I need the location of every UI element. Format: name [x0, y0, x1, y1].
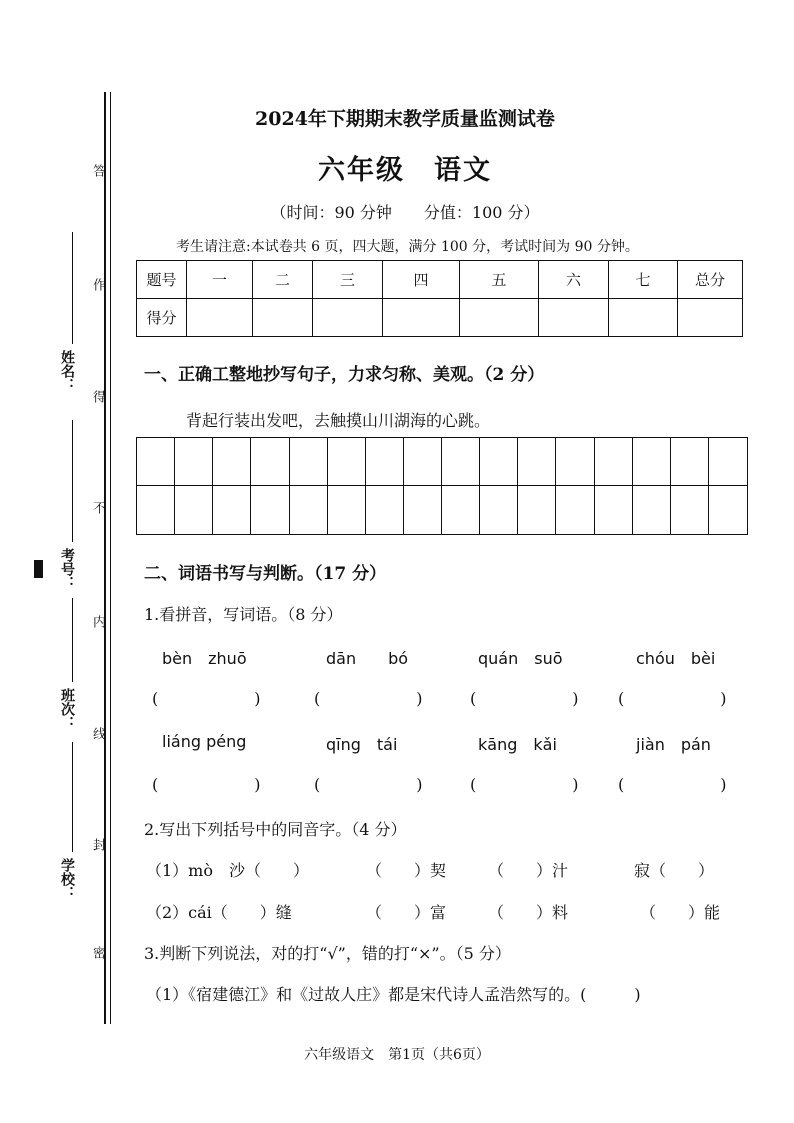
pinyin-item: bèn zhuō [162, 649, 247, 668]
homophone-item[interactable]: （ ）契 [366, 861, 447, 880]
answer-bracket[interactable]: ( ) [618, 689, 727, 708]
section1-sentence: 背起行装出发吧，去触摸山川湖海的心跳。 [186, 411, 491, 430]
name-field-label: 姓名： [59, 350, 75, 392]
score-table-header: 题号 [137, 261, 187, 299]
writing-grid-cell[interactable] [251, 486, 289, 534]
score-cell[interactable] [609, 299, 678, 337]
exam-title: 2024年下期期末教学质量监测试卷 [255, 108, 555, 130]
score-table-header: 一 [187, 261, 253, 299]
writing-grid-cell[interactable] [328, 438, 366, 486]
writing-grid-cell[interactable] [251, 438, 289, 486]
score-table-header: 七 [609, 261, 678, 299]
score-cell[interactable] [187, 299, 253, 337]
name-field-line[interactable] [72, 232, 73, 344]
exam-notice: 考生请注意:本试卷共 6 页，四大题，满分 100 分，考试时间为 90 分钟。 [176, 239, 639, 255]
writing-grid-cell[interactable] [175, 486, 213, 534]
pinyin-item: kāng kǎi [478, 735, 557, 754]
binding-line-outer [104, 92, 106, 1024]
time-and-score-line: （时间：90 分钟 分值：100 分） [270, 203, 540, 222]
seal-char: 不 [90, 501, 105, 514]
seal-char: 作 [90, 278, 105, 291]
writing-grid-cell[interactable] [213, 486, 251, 534]
pinyin-item: dān bó [326, 649, 409, 668]
score-table-header: 四 [383, 261, 460, 299]
exam-number-field-label: 考号： [59, 548, 75, 590]
judgment-item[interactable]: （1）《宿建德江》和《过故人庄》都是宋代诗人孟浩然写的。( ) [146, 985, 641, 1004]
seal-char: 答 [90, 164, 105, 177]
answer-bracket[interactable]: ( ) [618, 775, 727, 794]
binding-marker [34, 560, 43, 578]
writing-grid-cell[interactable] [556, 486, 594, 534]
score-cell[interactable] [383, 299, 460, 337]
writing-grid-cell[interactable] [442, 486, 480, 534]
score-cell[interactable] [678, 299, 743, 337]
homophone-item[interactable]: （1）mò 沙（ ） [146, 861, 309, 880]
homophone-item[interactable]: 寂（ ） [634, 861, 715, 880]
score-table-header-row [137, 261, 743, 299]
score-cell[interactable] [460, 299, 539, 337]
section1-heading: 一、正确工整地抄写句子，力求匀称、美观。（2 分） [144, 365, 545, 385]
homophone-item[interactable]: （ ）汁 [488, 861, 569, 880]
pinyin-item: chóu bèi [636, 649, 716, 668]
copy-writing-grid[interactable] [136, 437, 748, 535]
writing-grid-cell[interactable] [442, 438, 480, 486]
homophone-item[interactable]: （ ）富 [366, 903, 447, 922]
answer-bracket[interactable]: ( ) [152, 689, 261, 708]
pinyin-item: liáng péng [162, 732, 247, 751]
writing-grid-cell[interactable] [595, 486, 633, 534]
exam-subtitle: 六年级 语文 [318, 155, 492, 186]
seal-char: 得 [90, 390, 105, 403]
writing-grid-cell[interactable] [137, 438, 175, 486]
score-table-score-row [137, 299, 743, 337]
q2-heading: 2.写出下列括号中的同音字。（4 分） [144, 820, 407, 839]
homophone-item[interactable]: （ ）料 [488, 903, 569, 922]
answer-bracket[interactable]: ( ) [470, 775, 579, 794]
writing-grid-cell[interactable] [671, 486, 709, 534]
score-row-label: 得分 [137, 299, 187, 337]
writing-grid-cell[interactable] [709, 438, 747, 486]
writing-grid-cell[interactable] [518, 438, 556, 486]
exam-number-field-line[interactable] [72, 420, 73, 542]
writing-grid-cell[interactable] [213, 438, 251, 486]
seal-char: 线 [90, 727, 105, 740]
class-field-label: 班次： [59, 688, 75, 730]
page-footer: 六年级语文 第1页（共6页） [304, 1047, 490, 1063]
score-table-header: 二 [253, 261, 313, 299]
writing-grid-cell[interactable] [595, 438, 633, 486]
writing-grid-cell[interactable] [366, 438, 404, 486]
score-table-header: 五 [460, 261, 539, 299]
answer-bracket[interactable]: ( ) [314, 689, 423, 708]
seal-char: 密 [90, 946, 105, 959]
writing-grid-cell[interactable] [175, 438, 213, 486]
school-field-label: 学校： [59, 858, 75, 900]
homophone-item[interactable]: （2）cái（ ）缝 [146, 903, 292, 922]
pinyin-item: quán suō [478, 649, 563, 668]
answer-bracket[interactable]: ( ) [470, 689, 579, 708]
binding-line-inner [110, 92, 111, 1024]
writing-grid-cell[interactable] [290, 438, 328, 486]
writing-grid-cell[interactable] [366, 486, 404, 534]
score-cell[interactable] [313, 299, 383, 337]
pinyin-item: qīng tái [326, 735, 398, 754]
writing-grid-cell[interactable] [671, 438, 709, 486]
writing-grid-cell[interactable] [290, 486, 328, 534]
school-field-line[interactable] [72, 742, 73, 852]
writing-grid-cell[interactable] [556, 438, 594, 486]
class-field-line[interactable] [72, 598, 73, 682]
score-table-header: 总分 [678, 261, 743, 299]
score-table-header: 六 [539, 261, 609, 299]
q1-heading: 1.看拼音，写词语。（8 分） [144, 605, 343, 624]
score-table-header: 三 [313, 261, 383, 299]
answer-bracket[interactable]: ( ) [152, 775, 261, 794]
writing-grid-cell[interactable] [137, 486, 175, 534]
answer-bracket[interactable]: ( ) [314, 775, 423, 794]
writing-grid-cell[interactable] [518, 486, 556, 534]
homophone-item[interactable]: （ ）能 [640, 903, 721, 922]
writing-grid-cell[interactable] [328, 486, 366, 534]
score-cell[interactable] [253, 299, 313, 337]
score-table [136, 260, 743, 337]
seal-char: 封 [90, 838, 105, 851]
pinyin-item: jiàn pán [636, 735, 711, 754]
q3-heading: 3.判断下列说法，对的打“√”，错的打“×”。（5 分） [144, 944, 511, 963]
seal-char: 内 [90, 615, 105, 628]
writing-grid-cell[interactable] [404, 438, 442, 486]
writing-grid-cell[interactable] [404, 486, 442, 534]
writing-grid-cell[interactable] [633, 486, 671, 534]
writing-grid-cell[interactable] [480, 438, 518, 486]
writing-grid-cell[interactable] [709, 486, 747, 534]
writing-grid-cell[interactable] [633, 438, 671, 486]
score-cell[interactable] [539, 299, 609, 337]
writing-grid-cell[interactable] [480, 486, 518, 534]
section2-heading: 二、词语书写与判断。（17 分） [144, 564, 387, 584]
